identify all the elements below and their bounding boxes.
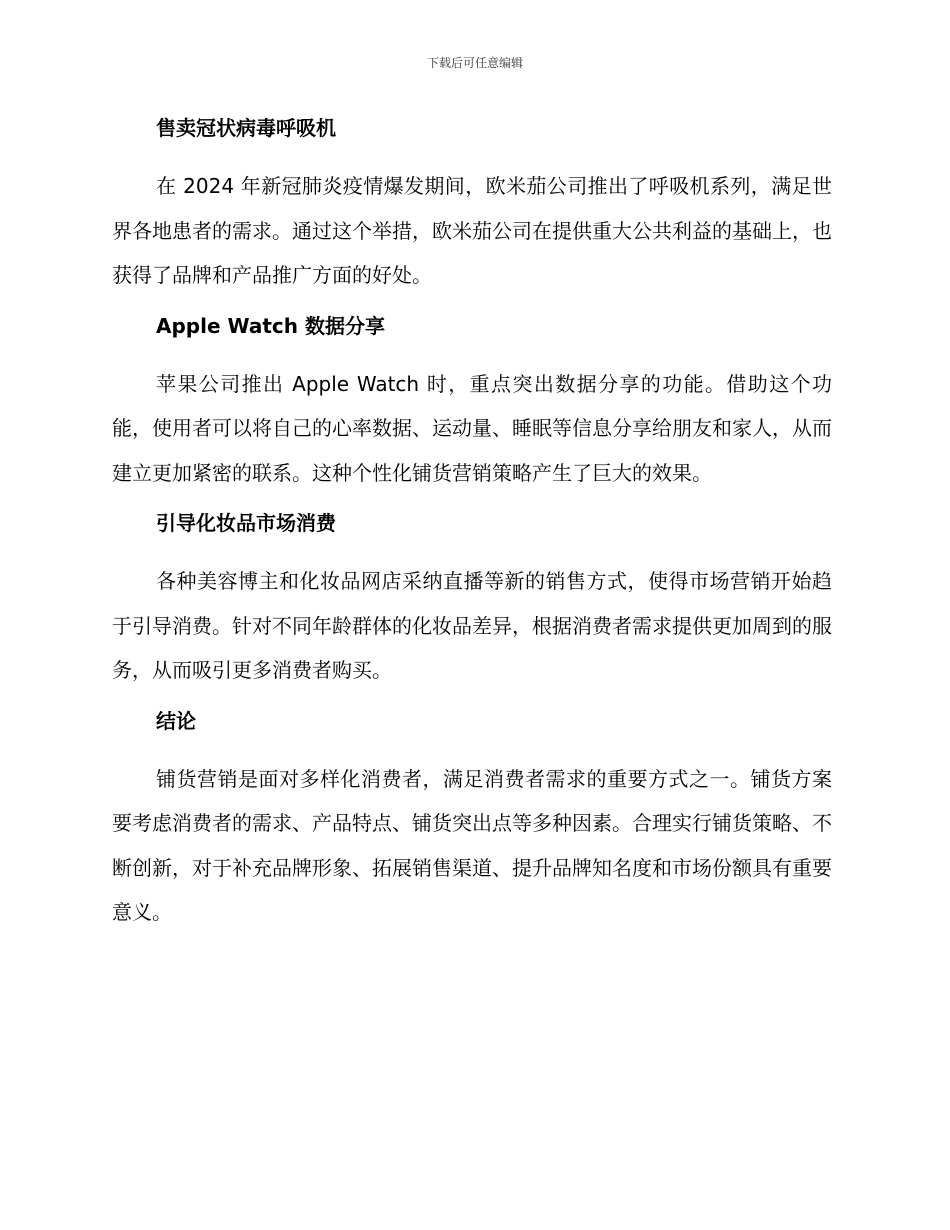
section-body-apple-watch: 苹果公司推出 Apple Watch 时，重点突出数据分享的功能。借助这个功能，使用者可以将自己的心率数据、运动量、睡眠等信息分享给朋友和家人，从而建立更加紧密的联系。这种个性化铺货营销策略产生了巨大的效果。 — [112, 371, 832, 485]
document-content — [112, 112, 832, 947]
section-body-cosmetics: 各种美容博主和化妆品网店采纳直播等新的销售方式，使得市场营销开始趋于引导消费。针对不同年龄群体的化妆品差异，根据消费者需求提供更加周到的服务，从而吸引更多消费者购买。 — [112, 569, 832, 682]
section-body-conclusion: 铺货营销是面对多样化消费者，满足消费者需求的重要方式之一。铺货方案要考虑消费者的需求、产品特点、铺货突出点等多种因素。合理实行铺货策略、不断创新，对于补充品牌形象、拓展销售渠道、提升品牌知名度和市场份额具有重要意义。 — [112, 766, 832, 924]
section-title-ventilator: 售卖冠状病毒呼吸机 — [156, 116, 336, 140]
section-title-cosmetics: 引导化妆品市场消费 — [156, 511, 336, 535]
section-title-conclusion: 结论 — [156, 708, 196, 733]
section-title-apple-watch: Apple Watch 数据分享 — [156, 313, 385, 338]
header-note: 下载后可任意编辑 — [426, 56, 523, 70]
section-body-ventilator: 在 2024 年新冠肺炎疫情爆发期间，欧米茄公司推出了呼吸机系列，满足世界各地患者的需求。通过这个举措，欧米茄公司在提供重大公共利益的基础上，也获得了品牌和产品推广方面的好处。 — [112, 174, 832, 287]
